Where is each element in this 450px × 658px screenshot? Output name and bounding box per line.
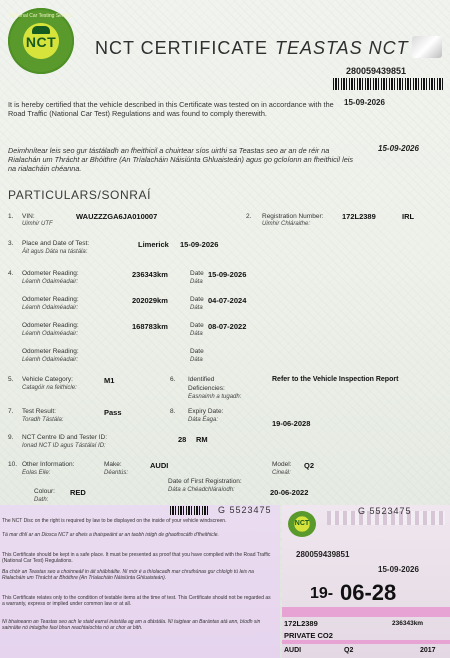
date-label: Date	[190, 348, 204, 355]
disc-pink-band-2	[282, 640, 450, 644]
make-label-irish: Déantús:	[104, 470, 129, 476]
model-label: Model:	[272, 461, 292, 468]
first-registration-label-irish: Dáta a Chéadchláraíodh:	[168, 487, 235, 493]
deficiencies-label-2: Deficiencies:	[188, 385, 225, 392]
odometer-label-irish: Léamh Odaiméadair:	[22, 331, 79, 337]
colour-label-irish: Dath:	[34, 497, 49, 503]
vin-label: VIN:	[22, 213, 35, 220]
deficiencies-label-irish: Easnaimh a tugadh:	[188, 394, 242, 400]
disc-expiry-day: 19-	[310, 585, 334, 602]
odometer-label: Odometer Reading:	[22, 348, 79, 355]
registration-label: Registration Number:	[262, 213, 324, 220]
category-value: M1	[104, 376, 115, 385]
deficiencies-value: Refer to the Vehicle Inspection Report	[272, 376, 399, 383]
disc-cert-number: 280059439851	[296, 550, 350, 559]
item-number: 3.	[8, 240, 14, 247]
odometer-label: Odometer Reading:	[22, 296, 79, 303]
disc-logo-text: NCT	[294, 520, 310, 527]
registration-country: IRL	[402, 212, 415, 221]
deficiencies-label: Identified	[188, 376, 215, 383]
place-date-label: Place and Date of Test:	[22, 240, 90, 247]
odometer-km: 236343km	[132, 270, 168, 279]
odometer-label: Odometer Reading:	[22, 270, 79, 277]
disc-test-date: 15-09-2026	[378, 565, 419, 574]
hologram	[412, 36, 442, 58]
section-title: PARTICULARS/SONRAÍ	[8, 188, 152, 202]
stub-para-2: This Certificate should be kept in a safe place. It must be presented as proof that you have complied with the Road Traffic (National Car Test) Regulations.	[2, 552, 271, 565]
odometer-km: 168783km	[132, 322, 168, 331]
model-label-irish: Cineál:	[272, 470, 291, 476]
statement-english-date: 15-09-2026	[344, 98, 385, 107]
result-value: Pass	[104, 408, 122, 417]
place-date-label-irish: Áit agus Dáta na tástála:	[22, 249, 88, 255]
certificate-stub	[0, 505, 280, 658]
disc-odometer: 236343km	[392, 620, 424, 627]
barcode	[333, 78, 445, 90]
first-registration-label: Date of First Registration:	[168, 478, 242, 485]
date-label: Date	[190, 270, 204, 277]
odometer-date: 08-07-2022	[208, 322, 247, 331]
stub-para-3: This Certificate relates only to the condition of testable items at the time of test. This Certificate should not be regarded as a warranty, express or implied under common law or at all.	[2, 595, 271, 608]
vin-value: WAUZZZGA6JA010007	[76, 212, 158, 221]
vin-label-irish: Uimhir UTF	[22, 221, 53, 227]
centre-label: NCT Centre ID and Tester ID:	[22, 434, 108, 441]
odometer-date: 15-09-2026	[208, 270, 247, 279]
other-info-label-irish: Eolas Eile:	[22, 470, 51, 476]
stub-para-1: The NCT Disc on the right is required by law to be displayed on the inside of your vehicle windscreen.	[2, 518, 227, 524]
colour-label: Colour:	[34, 488, 55, 495]
stub-para-2-irish: Ba chóir an Teastas seo a choinneáil in áit shábháilte. Ní mór é a thíolacadh mar chruthúnas gur chloígh tú leis na Rialacháin um Thrácht ar Bhóithre (An Tríalacháin Náisiúnta Ghluaisteán).	[2, 569, 254, 582]
disc-pink-band	[282, 607, 450, 617]
date-label: Date	[190, 322, 204, 329]
title-english: NCT CERTIFICATE	[95, 38, 269, 58]
stub-para-1-irish: Tá mar dhlí ar an Diosca NCT ar dheis a thaispeáint ar an taobh istigh de ghaothscáth d'fheithicle.	[2, 532, 219, 538]
item-number: 5.	[8, 376, 14, 383]
registration-value: 172L2389	[342, 212, 376, 221]
centre-label-irish: Ionad NCT ID agus Tástálaí ID:	[22, 443, 106, 449]
expiry-label: Expiry Date:	[188, 408, 224, 415]
item-number: 1.	[8, 213, 14, 220]
disc-nct-logo	[288, 511, 316, 537]
item-number: 4.	[8, 270, 14, 277]
disc-make: AUDI	[284, 647, 302, 654]
certificate-number: 280059439851	[346, 66, 407, 76]
disc-model: Q2	[344, 647, 354, 654]
odometer-label-irish: Léamh Odaiméadair:	[22, 357, 79, 363]
other-info-label: Other Information:	[22, 461, 75, 468]
date-label-irish: Dáta	[190, 305, 203, 311]
category-label-irish: Catagóir na feithicle:	[22, 385, 77, 391]
logo-ring-text: National Car Testing Service	[9, 13, 73, 19]
item-number: 9.	[8, 434, 14, 441]
item-number: 7.	[8, 408, 14, 415]
stub-para-3-irish: Ní bhaineann an Teastas seo ach le staid earraí inástála ag am a dtástála. Ní tuigtear an Barántas atá ann, bíodh sin sainráite nó intuigthe faoi bhun reachtaíochta nó ar chor ar bith.	[2, 619, 261, 632]
expiry-label-irish: Dáta Éaga:	[188, 417, 219, 423]
result-label-irish: Toradh Tástála:	[22, 417, 64, 423]
statement-english: It is hereby certified that the vehicle described in this Certificate was tested on in accordance with the Road Traffic (National Car Test) Regulations and was found to comply therewith.	[8, 100, 334, 118]
date-label: Date	[190, 296, 204, 303]
stub-barcode	[170, 506, 210, 515]
odometer-label: Odometer Reading:	[22, 322, 79, 329]
result-label: Test Result:	[22, 408, 56, 415]
disc-registration: 172L2389	[284, 619, 318, 628]
disc-class: PRIVATE CO2	[284, 631, 333, 640]
expiry-value: 19-06-2028	[272, 419, 311, 428]
item-number: 10.	[8, 461, 18, 468]
statement-irish: Deimhnítear leis seo gur tástáladh an fheithicil a chuirtear síos uirthi sa Teastas seo ar an de réir na Rialachán um Thrácht ar Bhóithre (An Tríalacháin Náisiúnta Ghluaisteán) agus go gcloíonn an fheithicil leis na rialacháin chéanna.	[8, 146, 354, 173]
disc-year: 2017	[420, 647, 436, 654]
car-icon	[32, 26, 50, 34]
item-number: 8.	[170, 408, 176, 415]
item-number: 2.	[246, 213, 252, 220]
make-value: AUDI	[150, 461, 169, 470]
colour-value: RED	[70, 488, 86, 497]
make-label: Make:	[104, 461, 122, 468]
centre-id: 28	[178, 435, 187, 444]
category-label: Vehicle Category:	[22, 376, 73, 383]
nct-logo	[8, 8, 74, 74]
title-irish: TEASTAS NCT	[275, 38, 409, 58]
disc-serial: G 5523475	[358, 506, 412, 516]
statement-irish-date: 15-09-2026	[378, 144, 419, 153]
logo-text: NCT	[25, 34, 57, 50]
date-label-irish: Dáta	[190, 279, 203, 285]
item-number: 6.	[170, 376, 176, 383]
odometer-date: 04-07-2024	[208, 296, 247, 305]
date-label-irish: Dáta	[190, 331, 203, 337]
disc-expiry-month-year: 06-28	[340, 580, 397, 605]
registration-label-irish: Uimhir Chláraithe:	[262, 221, 311, 227]
odometer-label-irish: Léamh Odaiméadair:	[22, 305, 79, 311]
date-label-irish: Dáta	[190, 357, 203, 363]
stub-serial: G 5523475	[218, 505, 272, 515]
test-date: 15-09-2026	[180, 240, 219, 249]
tester-id: RM	[196, 435, 208, 444]
odometer-label-irish: Léamh Odaiméadair:	[22, 279, 79, 285]
first-registration-value: 20-06-2022	[270, 488, 309, 497]
test-place: Limerick	[138, 240, 169, 249]
odometer-km: 202029km	[132, 296, 168, 305]
model-value: Q2	[304, 461, 315, 470]
